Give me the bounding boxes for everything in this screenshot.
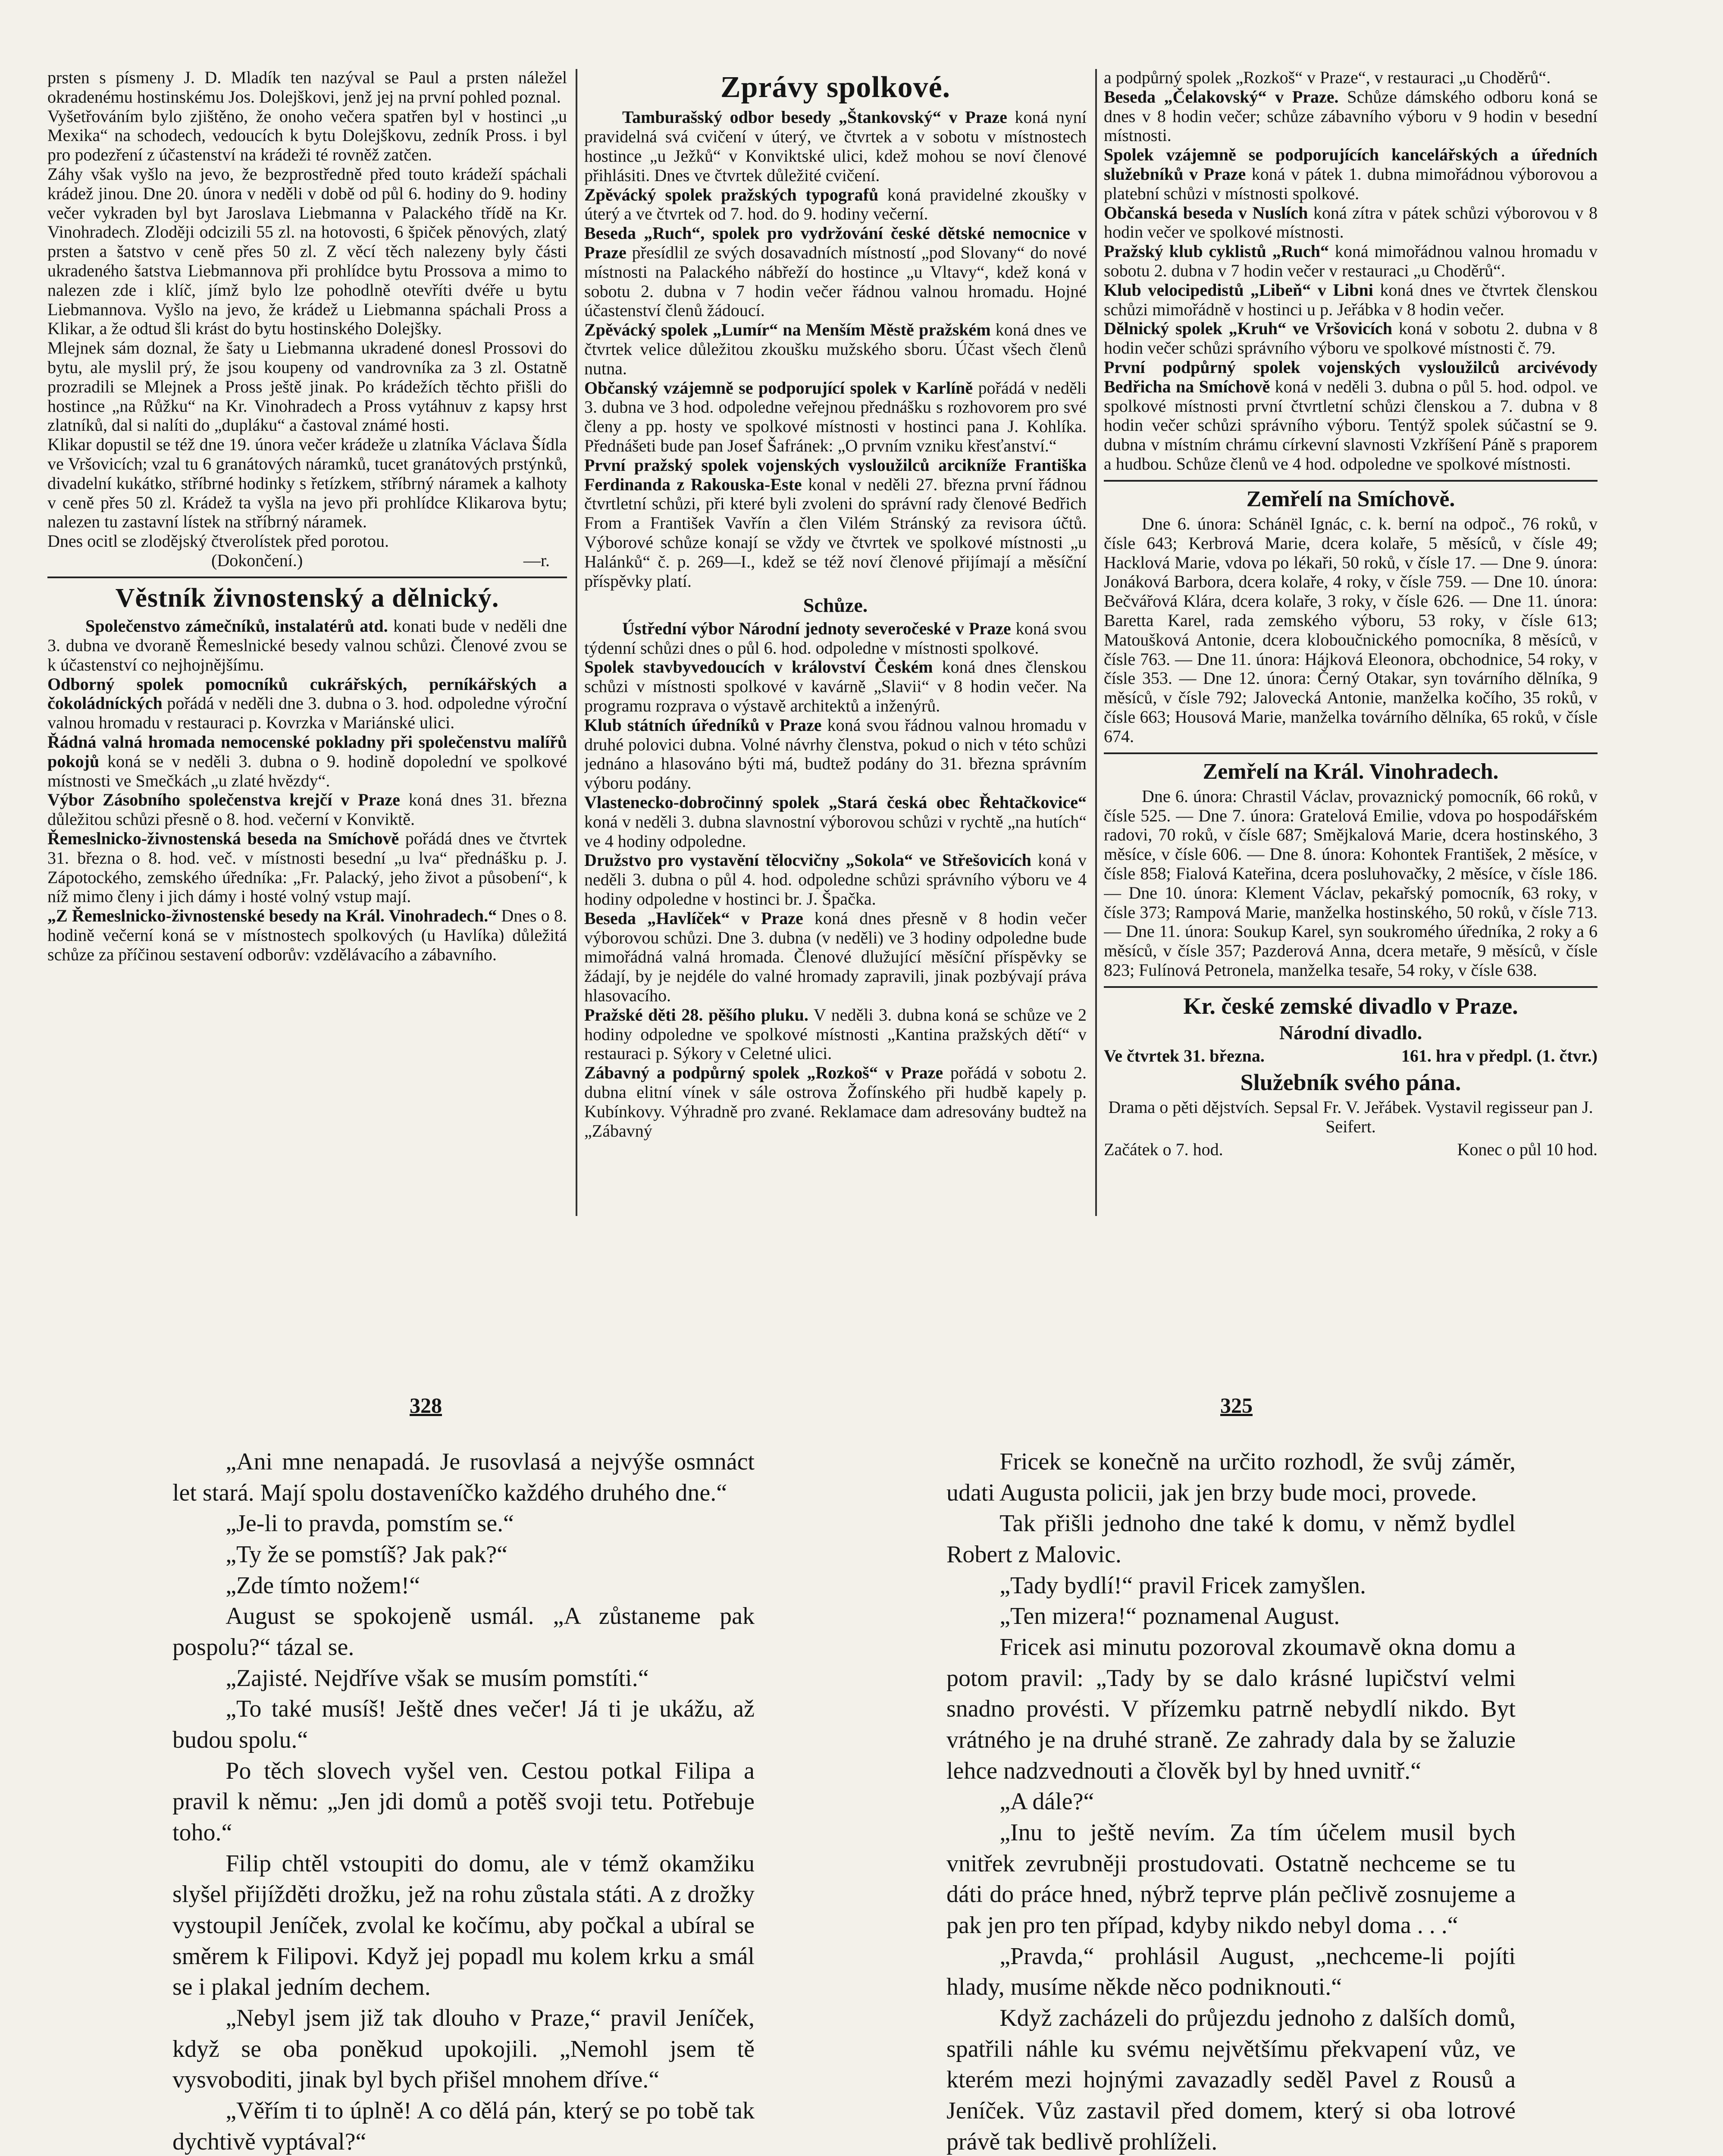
section-title-vestnik: Věstník živnostenský a dělnický. — [115, 583, 499, 613]
article-paragraph: Záhy však vyšlo na jevo, že bezprostředně před touto krádeží spáchali krádež jinou. Dne 20. února v neděli v době od půl 6. hodiny do 9. hodiny večer vykraden byl byt Jaroslava Liebmanna v Palackého třídě na Kr. Vinohradech. Zloději odcizili 55 zl. na hotovosti, 6 špiček pěnových, zlatý prsten a šatstvo v ceně přes 50 zl. Z věcí těch nalezeny byly části ukradeného šatstva Liebmannova při prohlídce bytu Prossova a mimo to nalezen zde i klíč, jímž bylo lze pohodlně otevříti dvéře u bytu Liebmannova. Vyšlo na jevo, že krádež u Liebmanna spáchali Pross a Klikar, a že odtud šli krást do bytu hostinského Dolejšky. — [47, 164, 567, 338]
story-paragraph: „Pravda,“ prohlásil August, „nechceme-li pojíti hlady, musíme někde něco podniknouti.“ — [946, 1943, 1516, 2001]
notice-heading: Družstvo pro vystavění tělocvičny „Sokola“ ve Střešovicích — [584, 850, 1031, 870]
death-notices-vinohrady: Dne 6. února: Chrastil Václav, provaznický pomocník, 66 roků, v čísle 525. — Dne 7. února: Gratelová Emilie, vdova po hospodářském radovi, 70 roků, v čísle 687; Smějkalová Marie, dcera hostinského, 3 měsíce, v čísle 606. — Dne 8. února: Kohontek František, 2 měsíce, v čísle 858; Fialová Kateřina, dcera posluhovačky, 2 měsíce, v čísle 186. — Dne 10. února: Klement Václav, pekařský pomocník, 63 roky, v čísle 373; Rampová Marie, manželka hostinského, 50 roků, v čísle 713. — Dne 11. února: Soukup Karel, syn soukromého úředníka, 2 roky a 6 měsíců, v čísle 357; Pazderová Anna, dcera metaře, 9 měsíců, v čísle 823; Fulínová Petronela, manželka tesaře, 54 roky, v čísle 638. — [1104, 786, 1598, 980]
notice-text: pořádá v neděli dne 3. dubna o 3. hod. odpoledne výroční valnou hromadu v restauraci p. Kovrzka v Mariánské ulici. — [47, 693, 567, 733]
notice-item — [584, 379, 1087, 456]
author-signature: —r. — [523, 550, 550, 570]
notice-text: koná mimořádnou valnou hromadu v sobotu 2. dubna v 7 hodin večer v restauraci „u Choděrů“. — [1104, 241, 1598, 280]
notice-text: pořádá v sobotu 2. dubna elitní vínek v sále ostrova Žofínského při hudbě kapely p. Kubínkovy. Výhradně pro zvané. Reklamace dam adresovány budtež na „Zábavný — [584, 1063, 1087, 1141]
notice-item — [584, 456, 1087, 591]
notice-heading: Zpěvácký spolek pražských typografů — [584, 185, 879, 204]
notice-item — [1104, 242, 1598, 281]
notice-item — [584, 320, 1087, 378]
story-paragraph: Když zacházeli do průjezdu jednoho z dalších domů, spatřili náhle ku svému největšímu překvapení vůz, ve kterém mezi hojnými zavazadly seděl Pavel z Rousů a Jeníček. Vůz zastavil před domem, který si oba lotrové právě tak bedlivě prohlíželi. — [946, 2005, 1516, 2155]
notice-item — [584, 851, 1087, 909]
notice-text: koná dnes přesně v 8 hodin večer výborovou schůzi. Dne 3. dubna (v neděli) ve 3 hodiny odpoledne bude mimořádná valná hromada. Členové dlužující měsíční příspěvky se žádají, by je nejdéle do valné hromady zapravili, jinak pozbývají práva hlasovacího. — [584, 908, 1087, 1005]
notice-item — [584, 185, 1087, 224]
death-notices-smichov: Dne 6. února: Schánël Ignác, c. k. berní na odpoč., 76 roků, v čísle 643; Kerbrová Marie, dcera kolaře, 5 měsíců, v čísle 49; Hacklová Marie, vdova po lékaři, 50 roků, v čísle 17. — Dne 9. února: Jonáková Barbora, dcera kolaře, 4 roky, v čísle 759. — Dne 10. února: Bečvářová Klára, dcera kolaře, 3 roky, v čísle 626. — Dne 11. února: Baretta Karel, rada zemského výboru, 53 roky, v čísle 613; Matoušková Antonie, dcera kloboučnického pomocníka, 8 měsíců, v čísle 763. — Dne 11. února: Hájková Eleonora, obchodnice, 54 roky, v čísle 353. — Dne 12. února: Černý Otakar, syn továrního dělníka, 9 měsíců, v čísle 792; Jalovecká Antonie, manželka kočího, 35 roků, v čísle 663; Housová Marie, manželka továrního dělníka, 65 roků, v čísle 674. — [1104, 514, 1598, 746]
notice-text: koná svou řádnou valnou hromadu v druhé polovici dubna. Volné návrhy členstva, pokud o nich v této schůzi jednáno a hlasováno býti má, budtež podány do 31. března správním výboru podány. — [584, 715, 1087, 793]
play-title: Služebník svého pána. — [1240, 1069, 1461, 1095]
section-title-smichov: Zemřelí na Smíchově. — [1246, 486, 1455, 511]
section-title-vinohrady: Zemřelí na Král. Vinohradech. — [1203, 759, 1499, 784]
notice-heading: Beseda „Ruch“, spolek pro vydržování české dětské nemocnice v Praze — [584, 223, 1087, 262]
story-paragraph: „Zajisté. Nejdříve však se musím pomstíti.“ — [226, 1664, 649, 1692]
story-paragraph: „Inu to ještě nevím. Za tím účelem musil bych vnitřek zevrubněji prostudovati. Ostatně nechceme se tu dáti do práce hned, nýbrž teprve plán pečlivě zosnujeme a pak jen pro ten případ, kdyby nikdo nebyl doma . . .“ — [946, 1819, 1516, 1939]
notice-heading: Zpěvácký spolek „Lumír“ na Menším Městě pražském — [584, 320, 991, 340]
section-rule — [47, 577, 567, 578]
section-rule — [1104, 752, 1598, 754]
section-title-zpravy: Zprávy spolkové. — [720, 71, 951, 104]
notice-heading: Pražské děti 28. pěšího pluku. — [584, 1005, 808, 1025]
story-paragraph: „Zde tímto nožem!“ — [226, 1572, 420, 1599]
start-time: Začátek o 7. hod. — [1104, 1139, 1223, 1159]
story-paragraph: Po těch slovech vyšel ven. Cestou potkal Filipa a pravil k němu: „Jen jdi domů a potěš svoji tetu. Potřebuje toho.“ — [172, 1757, 755, 1846]
notice-item — [1104, 145, 1598, 203]
performance-date: Ve čtvrtek 31. března. — [1104, 1046, 1265, 1065]
notice-text: V neděli 3. dubna koná se schůze ve 2 hodiny odpoledne ve spolkové místnosti „Kantina pražských dětí“ v restauraci p. Sýkory v Celetné ulici. — [584, 1005, 1087, 1063]
notice-item — [584, 909, 1087, 1006]
notice-text: Dnes o 8. hodině večerní koná se v místnostech spolkových (u Havlíka) důležitá schůze za příčinou sestavení odborův: vzdělávacího a zábavního. — [47, 906, 567, 964]
story-paragraph: „Ani mne nenapadá. Je rusovlasá a nejvýše osmnáct let stará. Mají spolu dostaveníčko každého druhého dne.“ — [172, 1448, 755, 1506]
notice-item — [47, 790, 567, 829]
notice-heading: Klub velocipedistů „Libeň“ v Libni — [1104, 280, 1373, 300]
story-paragraph: „Ten mizera!“ poznamenal August. — [999, 1603, 1340, 1630]
end-time: Konec o půl 10 hod. — [1457, 1139, 1598, 1159]
notice-heading: Řádná valná hromada nemocenské pokladny při společenstvu malířů pokojů — [47, 732, 567, 771]
notice-text: koná pravidelné zkoušky v úterý a ve čtvrtek od 7. hod. do 9. hodiny večerní. — [584, 185, 1087, 224]
article-paragraph: Klikar dopustil se též dne 19. února večer krádeže u zlatníka Václava Šídla ve Vršovicích; vzal tu 6 granátových náramků, tucet granátových prstýnků, divadelní kukátko, stříbrné hodinky s řetízkem, stříbrný náramek a kalhoty v ceně přes 50 zl. Krádež ta vyšla na jevo při prohlídce Klikarova bytu; nalezen tu zastavní lístek na stříbrný náramek. — [47, 435, 567, 532]
notice-text: koná v sobotu 2. dubna v 8 hodin večer schůzi správního výboru ve spolkové místnosti č. 79. — [1104, 319, 1598, 358]
newspaper-column-3 — [1104, 68, 1598, 1224]
notice-item — [1104, 319, 1598, 358]
column-divider-1 — [576, 69, 577, 1216]
story-paragraph: August se spokojeně usmál. „A zůstaneme pak pospolu?“ tázal se. — [172, 1603, 755, 1661]
notice-heading: Tamburašský odbor besedy „Štankovský“ v Praze — [622, 107, 1007, 127]
story-paragraph: „Je-li to pravda, pomstím se.“ — [226, 1510, 514, 1537]
story-paragraph: Fricek asi minutu pozoroval zkoumavě okna domu a potom pravil: „Tady by se dalo krásné lupičství velmi snadno provésti. V přízemku patrně nebydlí nikdo. Byt vrátného je na druhé straně. Ze zahrady dala by se žaluzie lehce nadzvednouti a člověk byl by hned uvnitř.“ — [946, 1634, 1516, 1784]
section-rule — [1104, 986, 1598, 988]
notice-text: konal v neděli 27. března první řádnou čtvrtletní schůzi, při které byli zvoleni do správní rady členové Bedřich From a František Vavřín a člen Vilém Stránský za revisora účtů. Výborové schůze konají se vždy ve čtvrtek ve spolkové místnosti „u Halánků“ č. p. 269—I., kdež se též noví členové přijímají a měsíční příspěvky platí. — [584, 474, 1087, 591]
notice-heading: Beseda „Čelakovský“ v Praze. — [1104, 87, 1339, 107]
notice-heading: Dělnický spolek „Kruh“ ve Vršovicích — [1104, 319, 1392, 338]
notice-text: koná v neděli 3. dubna o půl 5. hod. odpol. ve spolkové místnosti první čtvrtletní schůzi členskou a 7. dubna v 8 hodin večer schůzi správního výboru. Tentýž spolek súčastní se 9. dubna v místním chrámu církevní slavnosti Vzkříšení Páně s praporem a hudbou. Schůze členů ve 4 hod. odpoledne ve spolkové místnosti. — [1104, 376, 1598, 473]
story-paragraph: Filip chtěl vstoupiti do domu, ale v témž okamžiku slyšel přijížděti drožku, jež na rohu zůstala státi. A z drožky vystoupil Jeníček, zvolal ke kočímu, aby počkal a ubíral se směrem k Filipovi. Když jej popadl mu kolem krku a smál se i plakal jedním dechem. — [172, 1850, 755, 2001]
notice-continuation: a podpůrný spolek „Rozkoš“ v Praze“, v restauraci „u Choděrů“. — [1104, 68, 1551, 87]
notice-item — [584, 716, 1087, 793]
story-column-right — [946, 1447, 1516, 2156]
story-paragraph: „To také musíš! Ještě dnes večer! Já ti je ukážu, až budou spolu.“ — [172, 1695, 755, 1754]
notice-item — [584, 224, 1087, 320]
notice-heading: První pražský spolek vojenských vysloužilců arcikníže Františka Ferdinanda z Rakouska-Este — [584, 455, 1087, 494]
notice-text: koná dnes 31. března důležitou schůzi přesně o 8. hod. večerní v Konviktě. — [47, 790, 567, 829]
theatre-subtitle: Národní divadlo. — [1279, 1022, 1422, 1044]
notice-text: koná v neděli 3. dubna o půl 4. hod. odpoledne schůzi správního výboru ve 4 hodiny odpoledne v hostinci br. J. Špačka. — [584, 850, 1087, 909]
notice-text: koná nyní pravidelná svá cvičení v úterý, ve čtvrtek a v sobotu v místnostech hostince „u Ježků“ v Konviktské ulici, kdež mohou se noví členové přihlásiti. Dnes ve čtvrtek důležité cvičení. — [584, 107, 1087, 185]
notice-text: koná dnes ve čtvrtek velice důležitou zkoušku mužského sboru. Účast všech členů nutna. — [584, 320, 1087, 378]
notice-heading: Odborný spolek pomocníků cukrářských, perníkářských a čokoládníckých — [47, 674, 567, 713]
story-column-left — [172, 1447, 755, 2156]
notice-item — [47, 733, 567, 790]
notice-heading: Spolek stavbyvedoucích v království Českém — [584, 657, 933, 677]
notice-item — [47, 906, 567, 964]
column-divider-2 — [1095, 69, 1097, 1216]
notice-text: koná v pátek 1. dubna mimořádnou výborovou a platební schůzi v místnosti spolkové. — [1104, 164, 1598, 203]
article-paragraph: Mlejnek sám doznal, že šaty u Liebmanna ukradené donesl Prossovi do bytu, ale myslil prý, že jsou koupeny od vandrovníka za 3 zl. Ostatně prozradili se Mlejnek a Pross ještě jinak. Po krádežích těchto přišli do hostince „na Růžku“ na Kr. Vinohradech a Pross vytáhnuv z kapsy hrst zlatníků, dal si nalíti do „dupláku“ a častoval známé hosti. — [47, 338, 567, 435]
story-paragraph: Fricek se konečně na určito rozhodl, že svůj záměr, udati Augusta policii, jak jen brzy bude moci, provede. — [946, 1448, 1516, 1506]
notice-text: přesídlil ze svých dosavadních místností „pod Slovany“ do nové místnosti na Palackého nábřeží do hostince „u Vltavy“, kdež koná v sobotu 2. dubna v 7 hodin večer řádnou valnou hromadu. Hojné účastenství členů žádoucí. — [584, 242, 1087, 320]
notice-heading: Pražský klub cyklistů „Ruch“ — [1104, 241, 1329, 261]
page-number-right: 325 — [1220, 1393, 1253, 1417]
story-paragraph: „Nebyl jsem již tak dlouho v Praze,“ pravil Jeníček, když se oba poněkud upokojili. „Nemohl jsem tě vysvoboditi, jinak byl bych přišel mnohem dříve.“ — [172, 2005, 755, 2093]
notice-heading: Výbor Zásobního společenstva krejčí v Praze — [47, 790, 400, 810]
notice-text: koná dnes členskou schůzi v místnosti spolkové v kavárně „Slavii“ v 8 hodin večer. Na programu rozprava o výstavě architektů a inženýrů. — [584, 657, 1087, 716]
notice-item — [584, 619, 1087, 658]
notice-item — [584, 1006, 1087, 1063]
notice-item — [584, 1063, 1087, 1141]
play-description: Drama o pěti dějstvích. Sepsal Fr. V. Jeřábek. Vystavil regisseur pan J. Seifert. — [1108, 1097, 1593, 1136]
notice-heading: Klub státních úředníků v Praze — [584, 715, 822, 735]
theatre-title: Kr. české zemské divadlo v Praze. — [1183, 993, 1518, 1019]
notice-heading: „Z Řemeslnicko-živnostenské besedy na Král. Vinohradech.“ — [47, 906, 497, 926]
subscription-info: 161. hra v předpl. (1. čtvr.) — [1401, 1046, 1598, 1065]
notice-heading: Řemeslnicko-živnostenská beseda na Smíchově — [47, 828, 399, 848]
notice-item — [584, 793, 1087, 851]
notice-heading: Ústřední výbor Národní jednoty severočeské v Praze — [622, 618, 1011, 638]
notice-item — [584, 658, 1087, 715]
notice-text: koná se v neděli 3. dubna o 9. hodině dopolední ve spolkové místnosti ve Smečkách „u zlaté hvězdy“. — [47, 751, 567, 790]
story-paragraph: „Věřím ti to úplně! A co dělá pán, který se po tobě tak dychtivě vyptával?“ — [172, 2097, 755, 2155]
notice-text: konati bude v neděli dne 3. dubna ve dvoraně Řemeslnické besedy valnou schůzi. Členové zvou se k účastenství co nejhojnějšímu. — [47, 616, 567, 674]
notice-item — [1104, 88, 1598, 145]
story-paragraph: „A dále?“ — [999, 1788, 1094, 1815]
article-paragraph: prsten s písmeny J. D. Mladík ten nazýval se Paul a prsten náležel okradenému hostinskému Jos. Dolejškovi, jenž jej na první pohled poznal. — [47, 68, 567, 107]
story-paragraph: „Ty že se pomstíš? Jak pak?“ — [226, 1541, 508, 1568]
notice-item — [47, 617, 567, 674]
notice-heading: Spolek vzájemně se podporujících kancelářských a úředních služebníků v Praze — [1104, 145, 1598, 184]
story-paragraph: „Tady bydlí!“ pravil Fricek zamyšlen. — [999, 1572, 1366, 1599]
notice-text: koná v neděli 3. dubna slavnostní výborovou schůzi v rychtě „na hutích“ ve 4 hodiny odpoledne. — [584, 812, 1087, 851]
story-paragraph: Tak přišli jednoho dne také k domu, v němž bydlel Robert z Malovic. — [946, 1510, 1516, 1568]
notice-heading: Společenstvo zámečníků, instalatérů atd. — [85, 616, 388, 636]
notice-heading: Občanský vzájemně se podporující spolek v Karlíně — [584, 378, 973, 398]
notice-text: koná dnes ve čtvrtek členskou schůzi mimořádně v hostinci u p. Jeřábka v 8 hodin večer. — [1104, 280, 1598, 319]
notice-item — [1104, 204, 1598, 242]
article-paragraph: Vyšetřováním bylo zjištěno, že onoho večera spatřen byl v hostinci „u Mexika“ na schodech, vedoucích k bytu Dolejškovu, zedník Pross. i byl pro podezření z účastenství na krádeži té rovněž zatčen. — [47, 106, 567, 165]
notice-item — [47, 829, 567, 906]
section-title-schuze: Schůze. — [803, 594, 868, 617]
notice-heading: Vlastenecko-dobročinný spolek „Stará česká obec Řehtačkovice“ — [584, 793, 1087, 812]
notice-text: koná svou týdenní schůzi dnes o půl 6. hod. odpoledne v místnosti spolkové. — [584, 618, 1087, 658]
notice-heading: Zábavný a podpůrný spolek „Rozkoš“ v Praze — [584, 1063, 943, 1083]
notice-item — [47, 675, 567, 733]
continuation-note: (Dokončení.) — [211, 550, 303, 570]
notice-text: pořádá dnes ve čtvrtek 31. března o 8. hod. več. v místnosti besední „u lva“ přednášku p. J. Zápotockého, zemského úředníka: „Fr. Palacký, jeho život a působení“, k níž mimo členy i jich dámy i hosté volný vstup mají. — [47, 828, 567, 906]
page-number-left: 328 — [410, 1393, 442, 1417]
notice-heading: Beseda „Havlíček“ v Praze — [584, 908, 803, 928]
section-rule — [1104, 480, 1598, 482]
notice-text: pořádá v neděli 3. dubna ve 3 hod. odpoledne veřejnou přednášku s rozhovorem pro své členy a pp. hosty ve spolkové místnosti v hostinci pana J. Kohlíka. Přednášeti bude pan Josef Šafránek: „O prvním vzniku křesťanství.“ — [584, 378, 1087, 455]
notice-heading: První podpůrný spolek vojenských vysloužilců arcivévody Bedřicha na Smíchově — [1104, 357, 1598, 396]
newspaper-column-2 — [584, 68, 1087, 1224]
notice-item — [584, 108, 1087, 185]
notice-text: koná zítra v pátek schůzi výborovou v 8 hodin večer ve spolkové místnosti. — [1104, 203, 1598, 242]
newspaper-column-1 — [47, 68, 567, 1224]
notice-item — [1104, 281, 1598, 320]
notice-text: Schůze dámského odboru koná se dnes v 8 hodin večer; schůze zábavního výboru v 9 hodin v besední místnosti. — [1104, 87, 1598, 145]
article-paragraph: Dnes ocitl se zlodějský čtverolístek před porotou. — [47, 531, 389, 551]
notice-item — [1104, 358, 1598, 474]
notice-heading: Občanská beseda v Nuslích — [1104, 203, 1308, 222]
